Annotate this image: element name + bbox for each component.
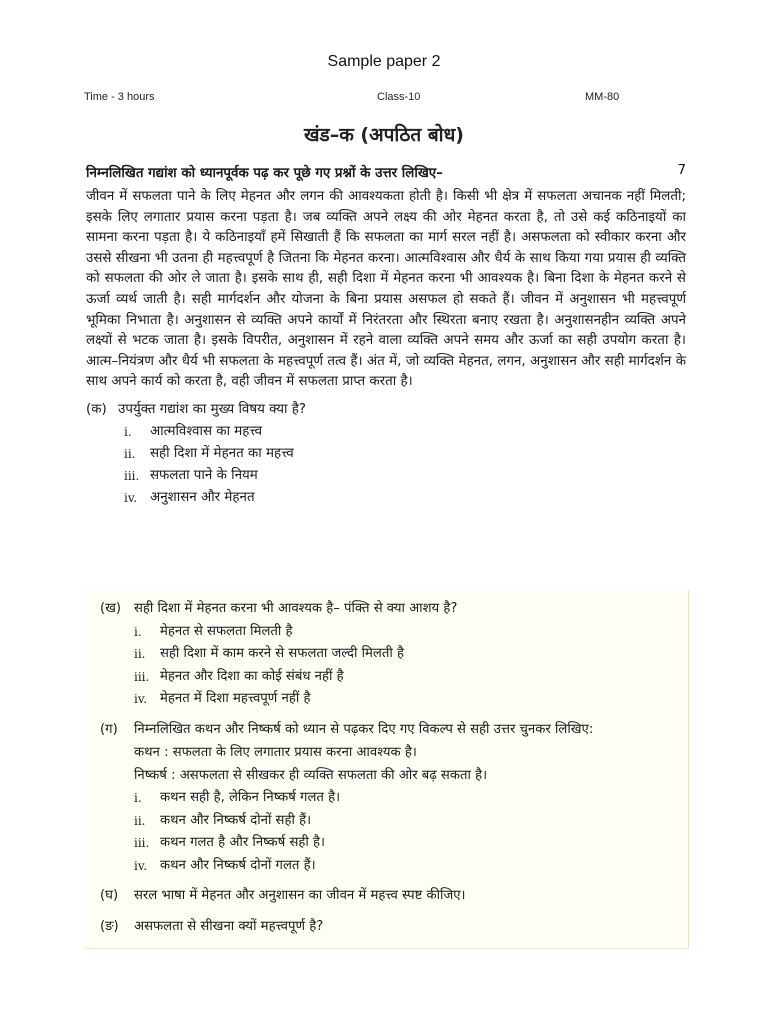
passage-instruction [86, 163, 686, 187]
instruction-text: निम्नलिखित गद्यांश को ध्यानपूर्वक पढ़ कर पूछे गए प्रश्नों के उत्तर लिखिए– [86, 166, 443, 181]
option-number: iv. [124, 490, 138, 505]
option-number: ii. [134, 813, 146, 828]
option-item [100, 688, 685, 711]
question-label: (क) [86, 401, 107, 417]
question-ka [86, 399, 686, 509]
passage-marks: 7 [677, 163, 686, 178]
option-item [100, 666, 685, 689]
option-number: i. [134, 624, 142, 639]
passage-text: जीवन में सफलता पाने के लिए मेहनत और लगन की आवश्यकता होती है। किसी भी क्षेत्र में सफलता अचानक नहीं मिलती; इसके लिए लगातार प्रयास करना पड़ता है। जब व्यक्ति अपने लक्ष्य की ओर मेहनत करता है, तो उसे कई कठिनाइयों का सामना करना पड़ता है। ये कठिनाइयाँ हमें सिखाती हैं कि सफलता का मार्ग सरल नहीं है। असफलता को स्वीकार करना और उससे सीखना भी उतना ही महत्त्वपूर्ण है जितना कि मेहनत करना। आत्मविश्वास और धैर्य के साथ किया गया प्रयास ही व्यक्ति को सफलता की ओर ले जाता है। इसके साथ ही, सही दिशा में मेहनत करना भी आवश्यक है। बिना दिशा के मेहनत करने से ऊर्जा व्यर्थ जाती है। सही मार्गदर्शन और योजना के बिना प्रयास असफल हो सकते हैं। जीवन में अनुशासन भी महत्त्वपूर्ण भूमिका निभाता है। अनुशासन से व्यक्ति अपने कार्यों में निरंतरता और स्थिरता बनाए रखता है। अनुशासनहीन व्यक्ति अपने लक्ष्यों से भटक जाता है। इसके विपरीत, अनुशासन में रहने वाला व्यक्ति अपने समय और ऊर्जा का सही उपयोग करता है। आत्म–नियंत्रण और धैर्य भी सफलता के महत्त्वपूर्ण तत्व हैं। अंत में, जो व्यक्ति मेहनत, लगन, अनुशासन और सही मार्गदर्शन के साथ अपने कार्य को करता है, वही जीवन में सफलता प्राप्त करता है। [86, 189, 687, 390]
option-text: कथन सही है, लेकिन निष्कर्ष गलत है। [160, 790, 341, 805]
option-item [86, 465, 686, 487]
option-item [86, 421, 686, 443]
max-marks-label: MM-80 [585, 91, 620, 103]
option-item [100, 621, 685, 644]
option-number: iv. [134, 692, 148, 706]
option-text: सही दिशा में काम करने से सफलता जल्दी मिलती है [160, 646, 404, 661]
option-number: ii. [124, 446, 136, 461]
option-number: i. [134, 791, 142, 805]
question-text: सरल भाषा में मेहनत और अनुशासन का जीवन में महत्त्व स्पष्ट कीजिए। [134, 888, 466, 903]
option-text: सफलता पाने के नियम [150, 467, 258, 483]
question-label: (ग) [100, 721, 118, 737]
questions-section [100, 598, 685, 938]
option-item [86, 443, 686, 465]
option-text: कथन और निष्कर्ष दोनों गलत हैं। [160, 857, 316, 873]
option-text: मेहनत में दिशा महत्त्वपूर्ण नहीं है [160, 691, 311, 706]
option-number: iv. [134, 858, 148, 873]
time-label: Time - 3 hours [84, 91, 155, 103]
question-gha [100, 885, 685, 908]
conclusion-line: निष्कर्ष : असफलता से सीखकर ही व्यक्ति सफलता की ओर बढ़ सकता है। [134, 768, 488, 783]
question-label: (घ) [100, 888, 119, 903]
statement-line: कथन : सफलता के लिए लगातार प्रयास करना आवश्यक है। [134, 745, 417, 760]
option-text: मेहनत से सफलता मिलती है [160, 623, 293, 639]
option-item [100, 643, 685, 666]
option-number: ii. [134, 647, 146, 661]
option-text: सही दिशा में मेहनत का महत्त्व [150, 445, 294, 461]
question-ga [100, 719, 685, 878]
question-text: उपर्युक्त गद्यांश का मुख्य विषय क्या है? [118, 401, 307, 417]
question-nga [100, 916, 685, 939]
class-label: Class-10 [377, 91, 421, 103]
option-number: i. [124, 424, 132, 439]
paper-title: Sample paper 2 [327, 53, 441, 70]
question-text: असफलता से सीखना क्यों महत्त्वपूर्ण है? [134, 918, 324, 934]
option-text: आत्मविश्वास का महत्त्व [150, 423, 263, 439]
option-text: मेहनत और दिशा का कोई संबंध नहीं है [160, 668, 344, 684]
option-number: iii. [134, 836, 150, 850]
question-label: (ङ) [100, 918, 119, 934]
passage-section [86, 163, 686, 509]
option-number: iii. [134, 669, 150, 684]
question-label: (ख) [100, 601, 122, 616]
option-number: iii. [124, 468, 140, 483]
question-text: निम्नलिखित कथन और निष्कर्ष को ध्यान से पढ़कर दिए गए विकल्प से सही उत्तर चुनकर लिखिए: [134, 721, 594, 737]
question-kha [100, 598, 685, 711]
option-text: कथन गलत है और निष्कर्ष सही है। [160, 835, 326, 850]
option-item [100, 855, 685, 878]
option-item [100, 787, 685, 810]
option-text: कथन और निष्कर्ष दोनों सही हैं। [160, 812, 312, 828]
section-heading: खंड–क (अपठित बोध) [304, 124, 464, 146]
option-item [86, 487, 686, 509]
option-text: अनुशासन और मेहनत [150, 489, 255, 505]
option-item [100, 832, 685, 855]
question-text: सही दिशा में मेहनत करना भी आवश्यक है– पंक्ति से क्या आशय है? [134, 601, 458, 616]
option-item [100, 810, 685, 833]
